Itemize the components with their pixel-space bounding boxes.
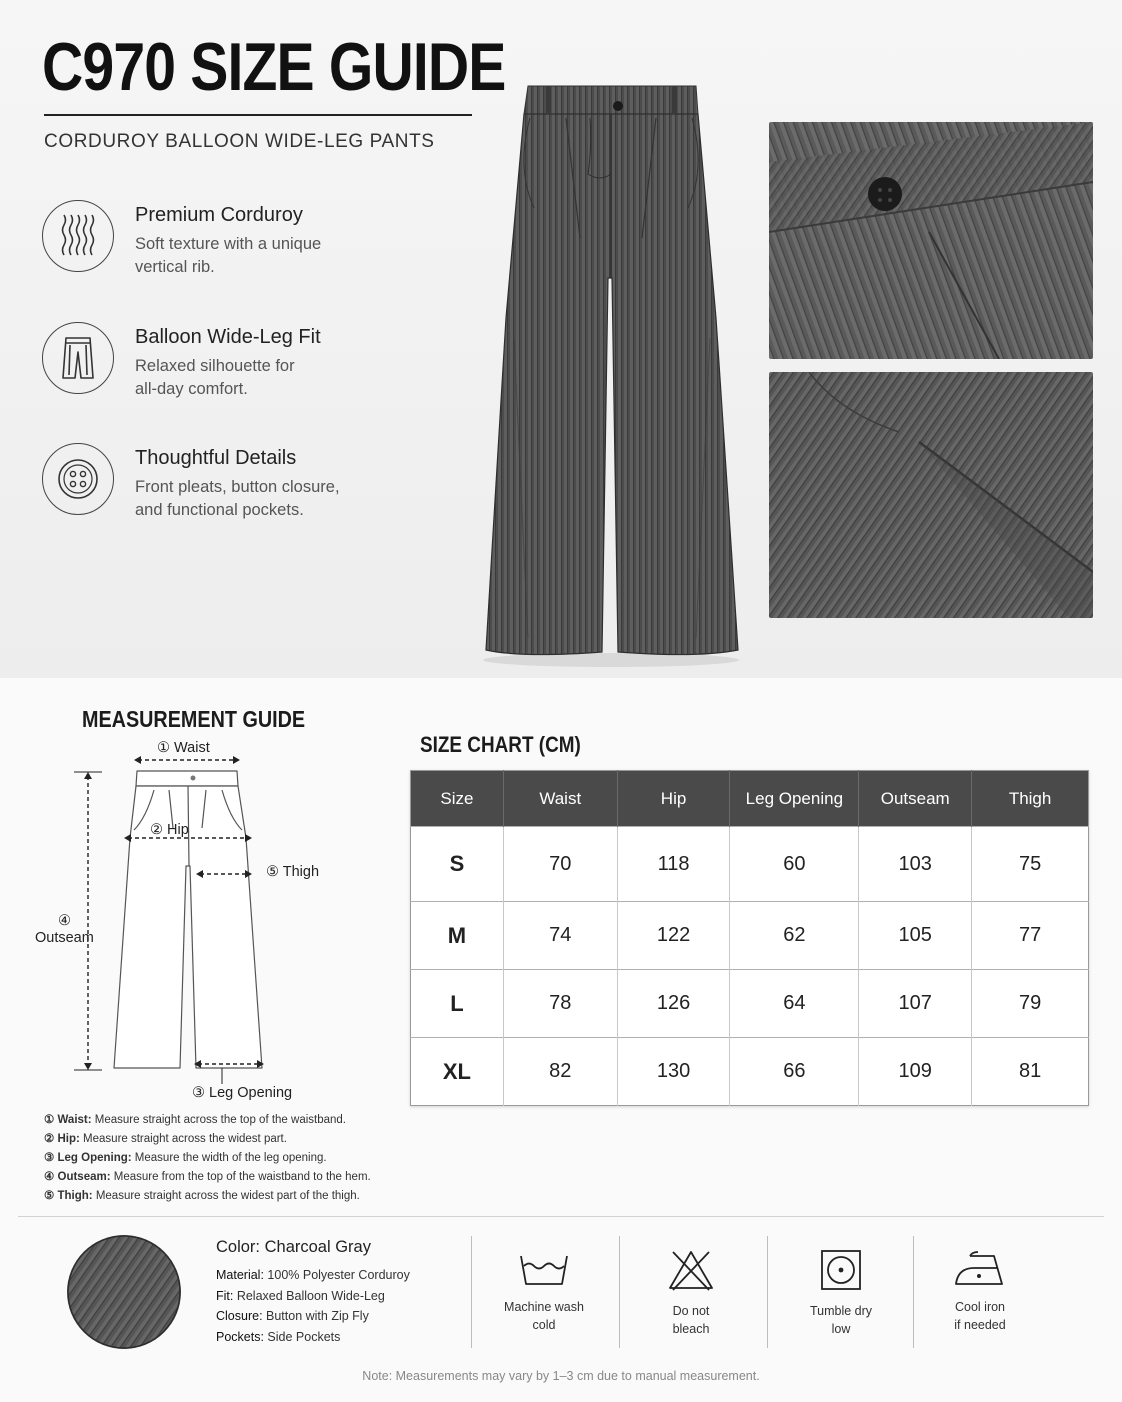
care-divider [767,1236,768,1348]
care-do-not-bleach [621,1248,761,1338]
table-row [411,902,1089,970]
outseam-number: ④ [58,913,71,929]
size-cell: L [411,970,504,1038]
product-details [216,1238,410,1347]
title-divider [44,114,472,116]
feature-thoughtful-details [42,443,482,523]
table-cell: 105 [859,902,972,970]
care-label: Machine wash cold [504,1300,584,1332]
feature-balloon-fit [42,322,482,402]
care-divider [471,1236,472,1348]
corduroy-rib-icon [42,200,114,272]
table-cell: 122 [617,902,730,970]
size-chart-title: SIZE CHART (CM) [420,732,581,757]
care-machine-wash [474,1248,614,1334]
note-thigh: ⑤ Thigh: Measure straight across the widest part of the thigh. [44,1190,360,1202]
table-header-row [411,771,1089,827]
note-leg-opening: ③ Leg Opening: Measure the width of the leg opening. [44,1152,327,1164]
waistband-detail-image [769,122,1093,359]
spec-pockets: Pockets: Side Pockets [216,1329,341,1344]
table-cell: 118 [617,827,730,902]
button-icon [42,443,114,515]
size-cell: M [411,902,504,970]
feature-title: Thoughtful Details [135,447,297,469]
product-subtitle: CORDUROY BALLOON WIDE-LEG PANTS [44,131,435,152]
fabric-swatch [67,1235,181,1349]
column-header: Size [411,771,504,827]
care-label: Cool iron if needed [954,1300,1006,1332]
column-header: Waist [503,771,617,827]
table-cell: 77 [972,902,1089,970]
feature-premium-corduroy [42,200,482,280]
section-divider [18,1216,1104,1217]
care-tumble-dry [771,1248,911,1338]
thigh-label: ⑤ Thigh [266,864,320,880]
column-header: Thigh [972,771,1089,827]
table-row [411,1038,1089,1106]
column-header: Outseam [859,771,972,827]
spec-material: Material: 100% Polyester Corduroy [216,1268,410,1282]
measurement-notes [44,1111,444,1206]
tumble-dry-low-icon [819,1248,863,1292]
size-cell: XL [411,1038,504,1106]
table-cell: 70 [503,827,617,902]
do-not-bleach-icon [667,1248,715,1292]
measurement-guide-title: MEASUREMENT GUIDE [82,706,306,732]
table-cell: 82 [503,1038,617,1106]
size-chart-table [410,770,1089,1106]
waist-label: ① Waist [157,740,210,756]
table-row [411,970,1089,1038]
footer-note: Note: Measurements may vary by 1–3 cm due to manual measurement. [362,1369,760,1383]
table-cell: 107 [859,970,972,1038]
note-hip: ② Hip: Measure straight across the widest part. [44,1133,287,1145]
table-cell: 109 [859,1038,972,1106]
cool-iron-icon [952,1248,1008,1288]
table-cell: 75 [972,827,1089,902]
pants-outline-icon [42,322,114,394]
feature-description: Soft texture with a unique vertical rib. [135,235,322,276]
machine-wash-icon [518,1248,570,1288]
table-cell: 62 [730,902,859,970]
feature-title: Premium Corduroy [135,204,303,226]
care-label: Do not bleach [672,1304,710,1336]
feature-title: Balloon Wide-Leg Fit [135,326,321,348]
measurement-diagram [26,738,366,1108]
page-title: C970 SIZE GUIDE [42,29,506,105]
care-label: Tumble dry low [809,1304,873,1336]
table-cell: 126 [617,970,730,1038]
leg-opening-label: ③ Leg Opening [192,1085,293,1101]
feature-description: Front pleats, button closure, and functional pockets. [135,478,340,519]
note-waist: ① Waist: Measure straight across the top of the waistband. [44,1114,346,1126]
pleat-detail-image [769,372,1093,618]
spec-fit: Fit: Relaxed Balloon Wide-Leg [216,1288,385,1303]
table-cell: 74 [503,902,617,970]
spec-closure: Closure: Button with Zip Fly [216,1309,369,1323]
table-cell: 79 [972,970,1089,1038]
care-cool-iron [910,1248,1050,1334]
pants-product-image [480,78,742,668]
feature-description: Relaxed silhouette for all-day comfort. [135,357,295,398]
size-cell: S [411,827,504,902]
column-header: Leg Opening [730,771,859,827]
hip-label: ② Hip [150,822,189,838]
column-header: Hip [617,771,730,827]
color-line: Color: Charcoal Gray [216,1238,371,1256]
table-cell: 66 [730,1038,859,1106]
table-cell: 64 [730,970,859,1038]
table-cell: 78 [503,970,617,1038]
table-row [411,827,1089,902]
table-cell: 130 [617,1038,730,1106]
outseam-label: Outseam [35,930,94,946]
table-cell: 81 [972,1038,1089,1106]
table-cell: 60 [730,827,859,902]
table-cell: 103 [859,827,972,902]
note-outseam: ④ Outseam: Measure from the top of the waistband to the hem. [44,1171,371,1183]
care-divider [619,1236,620,1348]
